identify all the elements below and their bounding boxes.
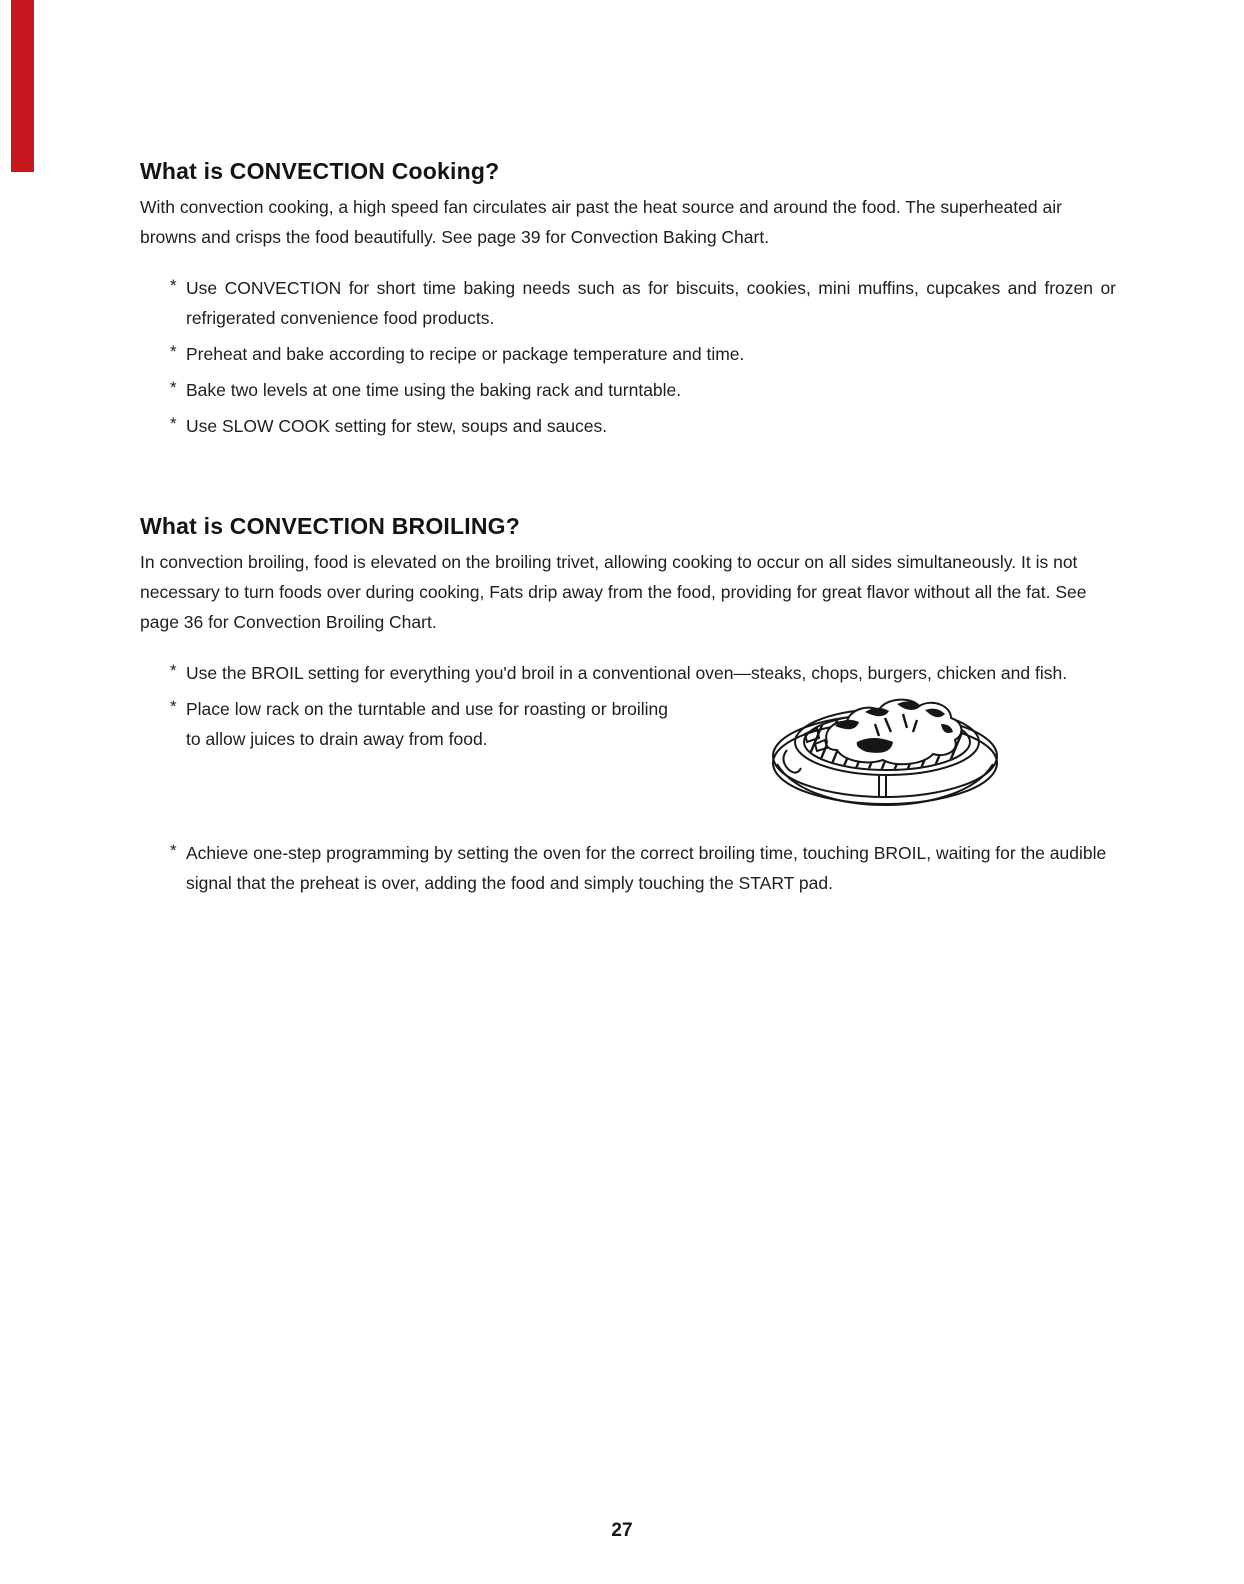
bullet-list xyxy=(140,658,1116,898)
bullet-list xyxy=(140,273,1116,441)
bullet-marker: * xyxy=(170,378,177,397)
section-intro: With convection cooking, a high speed fan circulates air past the heat source and around the food. The superheated air browns and crisps the food beautifully. See page 39 for Convection Baking Chart. xyxy=(140,197,1062,247)
bullet-marker: * xyxy=(170,276,177,295)
bullet-text: Preheat and bake according to recipe or package temperature and time. xyxy=(186,344,745,364)
bullet-item xyxy=(170,375,1116,405)
bullet-marker: * xyxy=(170,414,177,433)
bullet-text: Use CONVECTION for short time baking needs such as for biscuits, cookies, mini muffins, cupcakes and frozen or refrigerated convenience food products. xyxy=(186,278,1116,328)
bullet-item xyxy=(170,273,1116,333)
section-convection-broiling xyxy=(140,513,1116,898)
bullet-text: Bake two levels at one time using the baking rack and turntable. xyxy=(186,380,682,400)
bullet-marker: * xyxy=(170,697,177,716)
section-heading: What is CONVECTION BROILING? xyxy=(140,513,520,539)
bullet-text: Place low rack on the turntable and use for roasting or broiling to allow juices to drain away from food. xyxy=(186,699,668,749)
bullet-item xyxy=(170,411,1116,441)
bullet-item-with-figure xyxy=(170,694,1116,754)
section-convection-cooking xyxy=(140,158,1116,441)
broiling-trivet-illustration xyxy=(765,684,1007,816)
bullet-item xyxy=(170,339,1116,369)
roast-drawing xyxy=(805,700,961,765)
bullet-text: Achieve one-step programming by setting the oven for the correct broiling time, touching BROIL, waiting for the audible signal that the preheat is over, adding the food and simply touching the START pad. xyxy=(186,843,1107,893)
bullet-marker: * xyxy=(170,661,177,680)
page-content xyxy=(140,158,1116,904)
bullet-text: Use the BROIL setting for everything you'd broil in a conventional oven—steaks, chops, burgers, chicken and fish. xyxy=(186,663,1068,683)
bullet-marker: * xyxy=(170,342,177,361)
bullet-marker: * xyxy=(170,841,177,860)
section-intro: In convection broiling, food is elevated on the broiling trivet, allowing cooking to occur on all sides simultaneously. It is not necessary to turn foods over during cooking, Fats drip away from the food, providing for great flavor without all the fat. See page 36 for Convection Broiling Chart. xyxy=(140,552,1087,632)
section-heading: What is CONVECTION Cooking? xyxy=(140,158,500,184)
scan-red-stripe-artifact xyxy=(11,0,34,172)
bullet-text: Use SLOW COOK setting for stew, soups and sauces. xyxy=(186,416,608,436)
bullet-item xyxy=(170,838,1116,898)
page-number: 27 xyxy=(611,1520,633,1541)
